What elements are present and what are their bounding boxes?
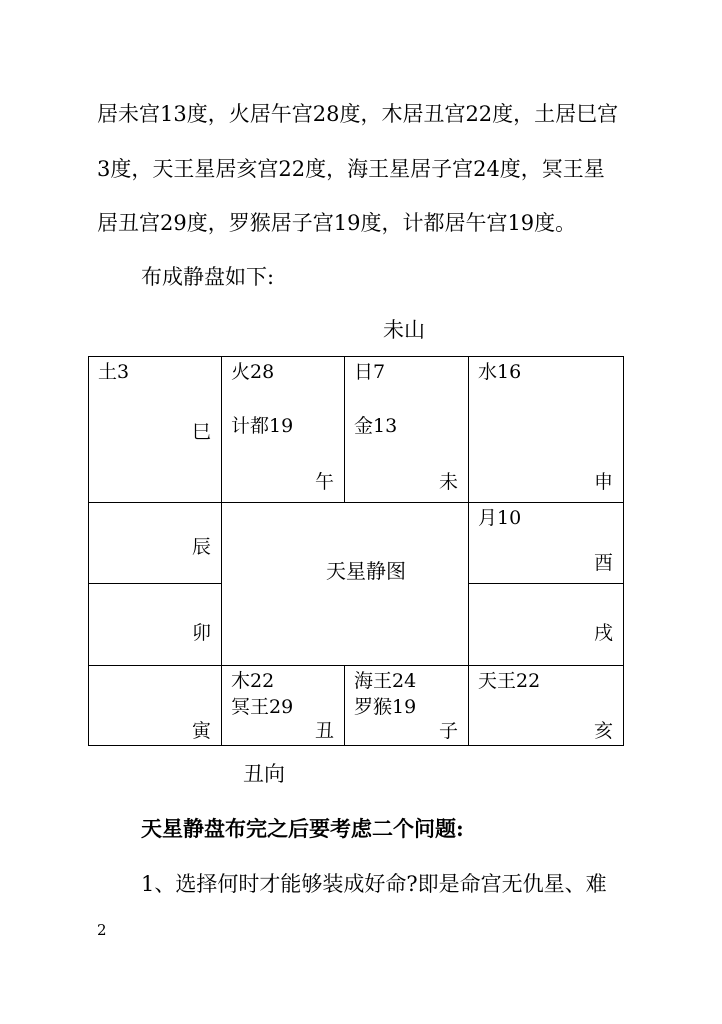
cell-chou-item-2: 冥王29	[231, 696, 294, 718]
paragraph-line-2: 3度，天王星居亥宫22度，海王星居子宫24度，冥王星	[97, 157, 605, 181]
question-heading: 天星静盘布完之后要考虑二个问题:	[141, 816, 464, 841]
cell-xu-branch: 戌	[593, 622, 613, 644]
cell-wu-branch: 午	[314, 471, 334, 493]
paragraph-line-1: 居未宫13度，火居午宫28度，木居丑宫22度，土居巳宫	[97, 102, 619, 126]
cell-zi-item-1: 海王24	[354, 670, 417, 692]
cell-shen-branch: 申	[593, 471, 613, 493]
cell-zi-branch: 子	[438, 720, 458, 742]
cell-si-item-1: 土3	[98, 361, 130, 383]
question-line-1: 1、选择何时才能够装成好命?即是命宫无仇星、难	[141, 872, 607, 896]
cell-hai	[468, 665, 624, 746]
cell-chou-branch: 丑	[314, 720, 334, 742]
cell-shen-item-1: 水16	[478, 361, 522, 383]
cell-zi-item-2: 罗猴19	[354, 696, 417, 718]
cell-you-branch: 酉	[593, 552, 613, 574]
cell-si	[88, 356, 222, 503]
chart-bottom-label: 丑向	[243, 762, 285, 786]
cell-shen	[468, 356, 624, 503]
paragraph-line-3: 居丑宫29度，罗猴居子宫19度，计都居午宫19度。	[97, 211, 577, 235]
cell-wu	[221, 356, 345, 503]
cell-chou	[221, 665, 345, 746]
cell-wu-item-1: 火28	[231, 361, 275, 383]
cell-wei-branch: 未	[438, 471, 458, 493]
cell-chou-item-1: 木22	[231, 670, 275, 692]
cell-mao-branch: 卯	[191, 622, 211, 644]
chart-center-title: 天星静图	[326, 559, 406, 583]
cell-zi	[344, 665, 469, 746]
cell-hai-branch: 亥	[593, 720, 613, 742]
cell-wu-item-2	[231, 386, 293, 413]
cell-wu-item-3: 计都19	[231, 415, 294, 437]
chart-top-label: 未山	[383, 318, 425, 342]
cell-yin	[88, 665, 222, 746]
cell-hai-item-1: 天王22	[478, 670, 541, 692]
cell-mao	[88, 583, 222, 666]
static-chart	[88, 356, 624, 746]
paragraph-line-4: 布成静盘如下:	[141, 265, 275, 289]
cell-chen	[88, 502, 222, 584]
page-number: 2	[97, 921, 107, 939]
cell-si-branch: 巳	[191, 421, 211, 443]
cell-xu	[468, 583, 624, 666]
cell-you	[468, 502, 624, 584]
cell-you-item-1: 月10	[478, 507, 522, 529]
cell-wei	[344, 356, 469, 503]
cell-wei-item-2	[354, 386, 397, 413]
cell-wei-item-1: 日7	[354, 361, 386, 383]
chart-center	[221, 502, 469, 666]
cell-yin-branch: 寅	[191, 720, 211, 742]
cell-chen-branch: 辰	[191, 536, 211, 558]
cell-wei-item-3: 金13	[354, 415, 398, 437]
